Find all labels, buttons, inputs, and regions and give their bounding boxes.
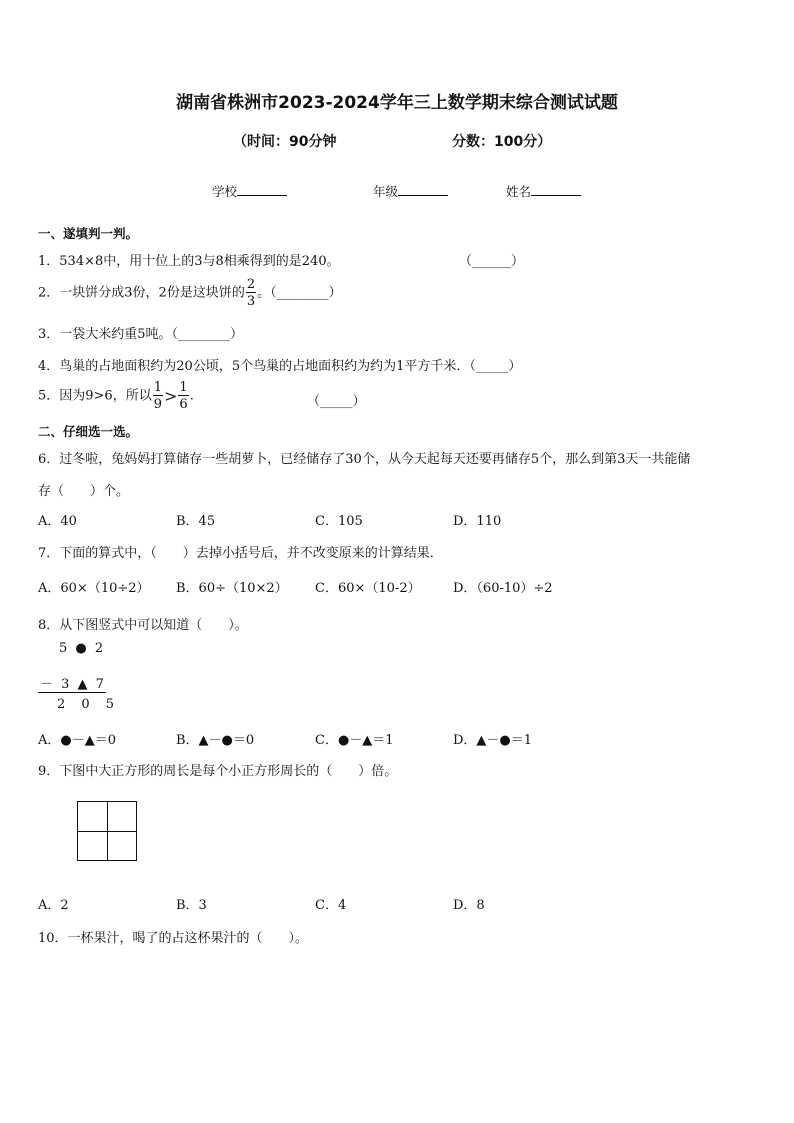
question-5-text: 5．因为9>6，所以 bbox=[38, 388, 152, 404]
q8-option-c: C．●－▲＝1 bbox=[315, 733, 394, 748]
fraction-2-3 bbox=[246, 278, 256, 308]
school-field bbox=[212, 182, 287, 200]
question-1-blank: （______） bbox=[459, 254, 525, 269]
q7-option-a: A．60×（10÷2） bbox=[38, 581, 150, 596]
page-title: 湖南省株洲市2023-2024学年三上数学期末综合测试试题 bbox=[176, 93, 618, 113]
fraction-denominator: 3 bbox=[246, 294, 256, 309]
question-8: 8．从下图竖式中可以知道（ ）。 bbox=[38, 618, 248, 633]
fraction-denominator: 6 bbox=[179, 397, 188, 412]
question-5-blank: （_____） bbox=[307, 394, 366, 409]
q8-option-b: B．▲－●＝0 bbox=[176, 733, 255, 748]
question-9: 9．下图中大正方形的周长是每个小正方形周长的（ ）倍。 bbox=[38, 764, 398, 779]
fraction-denominator: 9 bbox=[153, 397, 162, 412]
time-info: （时间：90分钟 bbox=[233, 134, 337, 150]
greater-than-sign: > bbox=[164, 386, 178, 406]
question-4: 4．鸟巢的占地面积约为20公顷，5个鸟巢的占地面积约为约为1平方千米．（_____） bbox=[38, 359, 522, 374]
school-label: 学校 bbox=[212, 184, 238, 199]
grade-field bbox=[373, 182, 448, 200]
q8-option-d: D．▲－●＝1 bbox=[453, 733, 533, 748]
q7-option-d: D．（60-10）÷2 bbox=[453, 581, 553, 596]
q9-option-a: A．2 bbox=[38, 898, 69, 913]
q8-option-a: A．●－▲＝0 bbox=[38, 733, 117, 748]
question-2-text: 2．一块饼分成3份，2份是这块饼的 bbox=[38, 285, 245, 301]
question-5-period: . bbox=[189, 388, 194, 404]
vertical-calc-row-1: 5 ● 2 bbox=[59, 641, 106, 656]
question-10: 10．一杯果汁，喝了的占这杯果汁的（ ）。 bbox=[38, 931, 309, 946]
q9-option-c: C．4 bbox=[315, 898, 347, 913]
name-label: 姓名 bbox=[506, 184, 532, 199]
q6-option-b: B．45 bbox=[176, 514, 216, 529]
q7-option-c: C．60×（10-2） bbox=[315, 581, 421, 596]
score-info: 分数：100分） bbox=[452, 134, 552, 150]
grade-label: 年级 bbox=[373, 184, 399, 199]
fraction-numerator: 1 bbox=[153, 380, 162, 395]
question-2 bbox=[38, 278, 342, 308]
q9-option-b: B．3 bbox=[176, 898, 207, 913]
vertical-calc-line bbox=[38, 692, 106, 693]
q9-option-d: D．8 bbox=[453, 898, 485, 913]
square-grid-figure bbox=[77, 801, 137, 861]
section-2-heading: 二、仔细选一选。 bbox=[38, 424, 139, 439]
fraction-1-9 bbox=[153, 381, 163, 411]
question-6-line-1: 6．过冬啦，兔妈妈打算储存一些胡萝卜，已经储存了30个，从今天起每天还要再储存5个，那么到第3天一共能储 bbox=[38, 452, 691, 467]
q6-option-a: A．40 bbox=[38, 514, 77, 529]
question-6-line-2: 存（ ）个。 bbox=[38, 484, 130, 499]
fraction-numerator: 1 bbox=[179, 380, 188, 395]
q6-option-d: D．110 bbox=[453, 514, 502, 529]
vertical-calc-row-2: － 3 ▲ 7 bbox=[40, 677, 106, 692]
section-1-heading: 一、遂填判一判。 bbox=[38, 226, 139, 241]
question-3: 3．一袋大米约重5吨。（________） bbox=[38, 327, 244, 342]
name-field bbox=[506, 182, 581, 200]
question-5 bbox=[38, 381, 194, 411]
question-2-blank: 。（________） bbox=[257, 285, 342, 301]
question-7: 7．下面的算式中，（ ）去掉小括号后，并不改变原来的计算结果． bbox=[38, 546, 443, 561]
fraction-numerator: 2 bbox=[246, 277, 256, 292]
vertical-calc-row-3: 2 0 5 bbox=[57, 697, 121, 712]
q7-option-b: B．60÷（10×2） bbox=[176, 581, 288, 596]
question-1: 1．534×8中，用十位上的3与8相乘得到的是240。 bbox=[38, 254, 340, 269]
q6-option-c: C．105 bbox=[315, 514, 363, 529]
fraction-1-6 bbox=[178, 381, 188, 411]
